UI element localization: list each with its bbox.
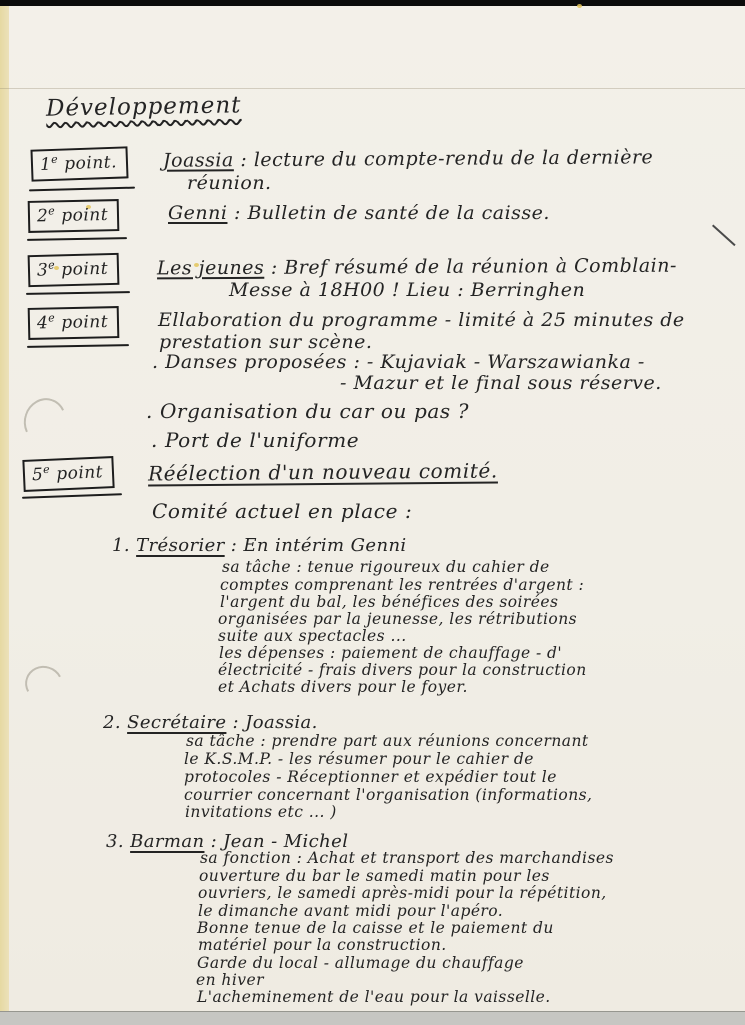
point-3-line-2: Messe à 18H00 ! Lieu : Berringhen	[229, 279, 586, 301]
officer-1-role: Trésorier	[136, 535, 225, 556]
point-4-line-2: prestation sur scène.	[159, 331, 373, 353]
officer-3-line-6: matériel pour la construction.	[198, 936, 447, 954]
point-label-4-word: point	[55, 311, 109, 334]
point-label-3	[28, 253, 120, 287]
officer-1-line-3: l'argent du bal, les bénéfices des soirées	[220, 593, 559, 611]
point-4-line-4: - Mazur et le final sous réserve.	[340, 372, 662, 394]
officer-3-line-5: Bonne tenue de la caisse et le paiement du	[197, 919, 554, 937]
point-label-2-word: point	[55, 204, 109, 227]
officer-2-role: Secrétaire	[127, 712, 227, 733]
officer-2-line-1: sa tâche : prendre part aux réunions concernant	[186, 732, 589, 750]
point-label-1-word: point.	[58, 152, 118, 175]
bullet-car-text: Organisation du car ou pas ?	[159, 399, 470, 423]
point-label-4	[28, 306, 120, 340]
point-label-3-sup: e	[48, 258, 56, 272]
officer-1-line-2: comptes comprenant les rentrées d'argent :	[220, 576, 585, 594]
officer-1-line-8: et Achats divers pour le foyer.	[218, 678, 468, 696]
hole-punch-top	[18, 393, 72, 450]
officer-1-line-7: électricité - frais divers pour la construction	[218, 661, 587, 679]
officer-3-line-4: le dimanche avant midi pour l'apéro.	[198, 902, 504, 920]
point-label-2-num: 2	[36, 206, 49, 227]
point-label-3-num: 3	[36, 260, 49, 281]
point-5-heading: Réélection d'un nouveau comité.	[147, 458, 498, 486]
scan-edge-top	[0, 0, 745, 6]
bullet-car	[146, 399, 469, 423]
point-label-4-num: 4	[36, 313, 49, 334]
point-label-2	[28, 199, 120, 233]
bullet-dot: .	[151, 428, 158, 452]
speaker-name-joassia: Joassia	[162, 149, 234, 172]
point-label-3-underline	[26, 291, 130, 295]
officer-2-line-4: courrier concernant l'organisation (informations,	[184, 786, 593, 804]
officer-3-role: Barman	[130, 831, 205, 852]
officer-3-rest: : Jean - Michel	[204, 831, 349, 852]
point-4-line-3: . Danses proposées : - Kujaviak - Warszawianka -	[152, 351, 645, 373]
speaker-name-les-jeunes: Les jeunes	[156, 256, 265, 280]
point-4-line-1: Ellaboration du programme - limité à 25 minutes de	[158, 309, 685, 331]
point-label-3-word: point	[55, 258, 109, 281]
point-label-5-sup: e	[42, 462, 51, 477]
officer-1-num: 1.	[112, 535, 130, 556]
officer-3-line-9: L'acheminement de l'eau pour la vaisselle.	[197, 988, 551, 1006]
point-label-4-underline	[27, 344, 129, 348]
point-label-2-underline	[27, 237, 127, 241]
point-label-5-underline	[22, 493, 122, 498]
point-label-5-word: point	[49, 462, 104, 485]
officer-1-line-5: suite aux spectacles ...	[218, 627, 407, 645]
officer-3-line-2: ouverture du bar le samedi matin pour les	[199, 867, 550, 885]
point-label-5	[22, 456, 114, 492]
point-3-line-1	[157, 255, 677, 280]
yellow-speck	[577, 4, 582, 8]
point-label-1-num: 1	[39, 154, 52, 176]
officer-2-line-3: protocoles - Réceptionner et expédier tout le	[184, 768, 557, 786]
point-label-2-sup: e	[48, 204, 56, 218]
officer-2-heading	[103, 712, 318, 733]
bullet-uniforme-text: Port de l'uniforme	[164, 428, 360, 452]
point-label-1	[30, 146, 128, 181]
speaker-name-genni: Genni	[168, 202, 228, 224]
point-label-1-underline	[29, 187, 135, 192]
officer-2-num: 2.	[103, 712, 121, 733]
officer-2-rest: : Joassia.	[226, 712, 318, 733]
page-edge-yellowed	[0, 6, 9, 1011]
point-2-line-1	[168, 202, 550, 224]
stray-pen-stroke	[712, 225, 736, 247]
point-1-line-2: réunion.	[187, 172, 272, 194]
point-3-text: : Bref résumé de la réunion à Comblain-	[264, 254, 677, 279]
point-1-text: : lecture du compte-rendu de la dernière	[233, 146, 654, 172]
page-title: Développement	[45, 92, 242, 122]
point-2-text: : Bulletin de santé de la caisse.	[227, 202, 550, 224]
officer-1-line-1: sa tâche : tenue rigoureux du cahier de	[222, 558, 550, 576]
hole-punch-bottom	[20, 661, 67, 707]
bullet-dot: .	[146, 399, 153, 423]
officer-1-line-6: les dépenses : paiement de chauffage - d'	[219, 644, 563, 662]
bullet-uniforme	[151, 428, 359, 452]
paper-crease-line	[0, 88, 745, 89]
officer-3-num: 3.	[106, 831, 124, 852]
scan-edge-bottom	[0, 1011, 745, 1025]
point-label-5-num: 5	[31, 464, 44, 486]
officer-3-line-8: en hiver	[196, 971, 264, 989]
officer-2-line-5: invitations etc ... )	[185, 803, 337, 821]
point-label-4-sup: e	[48, 311, 56, 325]
officer-3-line-7: Garde du local - allumage du chauffage	[197, 954, 524, 972]
committee-intro: Comité actuel en place :	[152, 499, 413, 523]
point-label-1-sup: e	[50, 152, 59, 166]
officer-3-line-3: ouvriers, le samedi après-midi pour la répétition,	[198, 884, 607, 902]
officer-1-line-4: organisées par la jeunesse, les rétributions	[218, 610, 578, 628]
point-1-line-1	[163, 146, 653, 171]
officer-1-heading	[112, 535, 407, 556]
officer-3-line-1: sa fonction : Achat et transport des marchandises	[200, 849, 614, 867]
officer-2-line-2: le K.S.M.P. - les résumer pour le cahier de	[184, 750, 534, 768]
officer-1-rest: : En intérim Genni	[224, 535, 407, 556]
